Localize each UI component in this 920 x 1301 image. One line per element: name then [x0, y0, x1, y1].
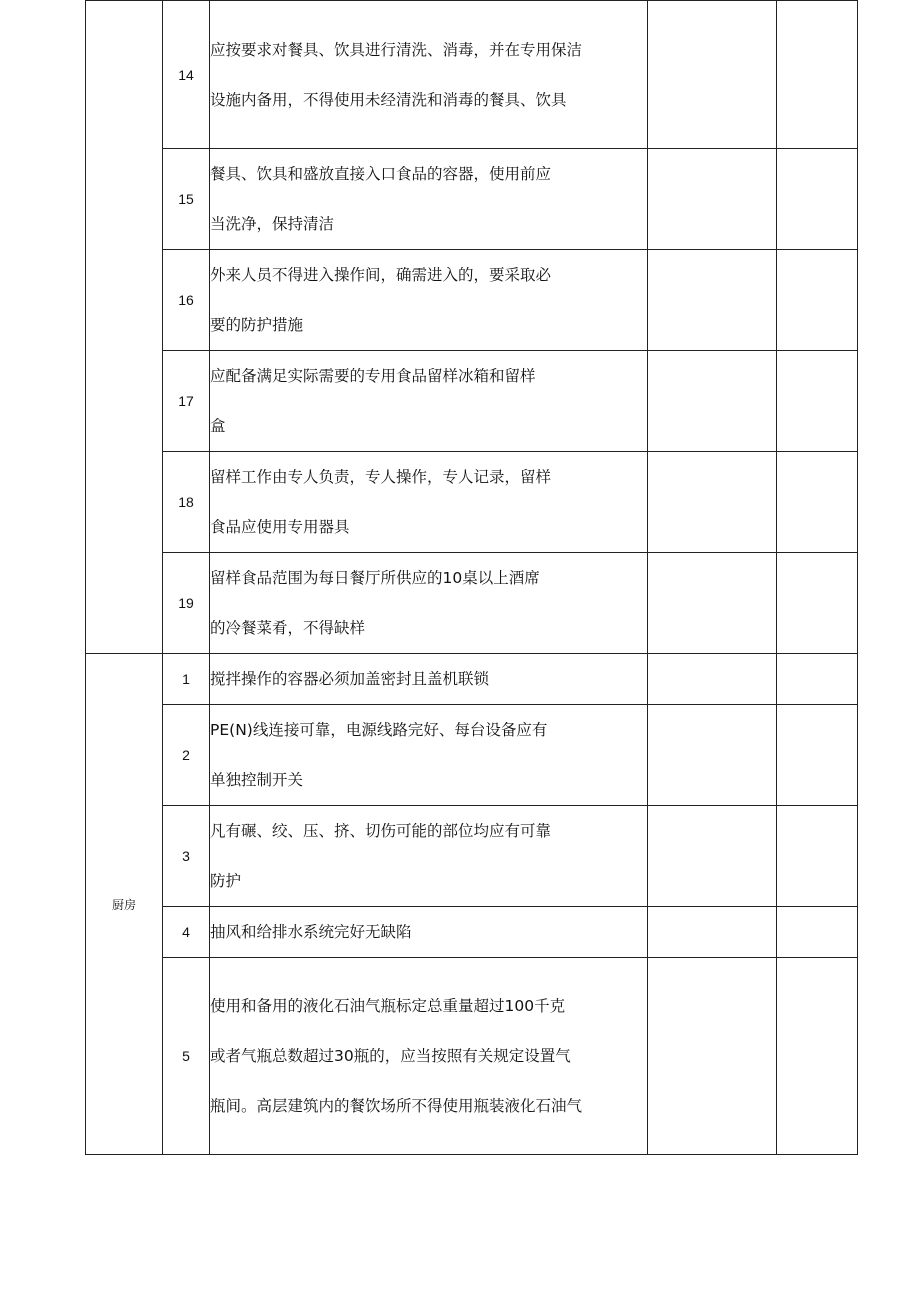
item-text-line: 盒: [210, 417, 226, 435]
result-cell: [648, 705, 777, 806]
result-cell: [648, 452, 777, 553]
category-cell: [86, 1, 163, 654]
table-row: [86, 250, 858, 351]
table-row: [86, 654, 858, 705]
item-text: [210, 1, 648, 149]
table-row: [86, 149, 858, 250]
result-cell: [648, 250, 777, 351]
item-text-line: 食品应使用专用器具: [210, 518, 350, 536]
item-text-line: 或者气瓶总数超过30瓶的，应当按照有关规定设置气: [210, 1047, 571, 1065]
item-number: 17: [163, 351, 210, 452]
item-number: 3: [163, 806, 210, 907]
item-number: 18: [163, 452, 210, 553]
table-row: [86, 553, 858, 654]
result-cell: [648, 1, 777, 149]
result-cell: [648, 654, 777, 705]
item-number: 15: [163, 149, 210, 250]
result-cell: [648, 806, 777, 907]
safety-checklist-table: [85, 0, 858, 1155]
table-row: [86, 806, 858, 907]
item-number: 4: [163, 907, 210, 958]
remark-cell: [777, 806, 858, 907]
item-number: 2: [163, 705, 210, 806]
item-text: [210, 907, 648, 958]
remark-cell: [777, 907, 858, 958]
table-row: [86, 958, 858, 1155]
item-text-line: PE(N)线连接可靠，电源线路完好、每台设备应有: [210, 721, 548, 739]
item-text: [210, 351, 648, 452]
result-cell: [648, 958, 777, 1155]
item-number: 14: [163, 1, 210, 149]
item-text-line: 应按要求对餐具、饮具进行清洗、消毒，并在专用保洁: [210, 40, 583, 59]
remark-cell: [777, 1, 858, 149]
remark-cell: [777, 149, 858, 250]
result-cell: [648, 907, 777, 958]
item-text-line: 应配备满足实际需要的专用食品留样冰箱和留样: [210, 367, 536, 385]
item-number: 5: [163, 958, 210, 1155]
remark-cell: [777, 452, 858, 553]
table-row: [86, 351, 858, 452]
item-text: [210, 806, 648, 907]
item-text-line: 凡有碾、绞、压、挤、切伤可能的部位均应有可靠: [210, 822, 552, 840]
item-number: 19: [163, 553, 210, 654]
item-text-line: 使用和备用的液化石油气瓶标定总重量超过100千克: [210, 997, 566, 1015]
item-text-line: 留样食品范围为每日餐厅所供应的10桌以上酒席: [210, 569, 540, 587]
category-cell: 厨房: [86, 654, 163, 1155]
item-text: [210, 705, 648, 806]
item-text-line: 餐具、饮具和盛放直接入口食品的容器，使用前应: [210, 165, 552, 183]
item-text-line: 抽风和给排水系统完好无缺陷: [210, 923, 412, 941]
result-cell: [648, 553, 777, 654]
item-number: 16: [163, 250, 210, 351]
remark-cell: [777, 654, 858, 705]
item-text-line: 搅拌操作的容器必须加盖密封且盖机联锁: [210, 670, 490, 688]
item-text-line: 设施内备用，不得使用未经清洗和消毒的餐具、饮具: [210, 90, 567, 109]
item-text-line: 外来人员不得进入操作间，确需进入的，要采取必: [210, 266, 552, 284]
item-text: [210, 958, 648, 1155]
item-text: [210, 250, 648, 351]
item-text-line: 的冷餐菜肴，不得缺样: [210, 619, 366, 637]
remark-cell: [777, 351, 858, 452]
result-cell: [648, 351, 777, 452]
remark-cell: [777, 250, 858, 351]
item-text-line: 单独控制开关: [210, 771, 304, 789]
result-cell: [648, 149, 777, 250]
remark-cell: [777, 705, 858, 806]
item-text-line: 要的防护措施: [210, 316, 304, 334]
table-row: [86, 907, 858, 958]
item-text: [210, 452, 648, 553]
item-number: 1: [163, 654, 210, 705]
item-text: [210, 149, 648, 250]
item-text-line: 留样工作由专人负责，专人操作，专人记录，留样: [210, 468, 552, 486]
table-row: [86, 1, 858, 149]
item-text-line: 防护: [210, 872, 242, 890]
remark-cell: [777, 553, 858, 654]
remark-cell: [777, 958, 858, 1155]
table-row: [86, 452, 858, 553]
item-text-line: 当洗净，保持清洁: [210, 215, 335, 233]
item-text: [210, 553, 648, 654]
table-row: [86, 705, 858, 806]
item-text: [210, 654, 648, 705]
item-text-line: 瓶间。高层建筑内的餐饮场所不得使用瓶装液化石油气: [210, 1097, 583, 1115]
